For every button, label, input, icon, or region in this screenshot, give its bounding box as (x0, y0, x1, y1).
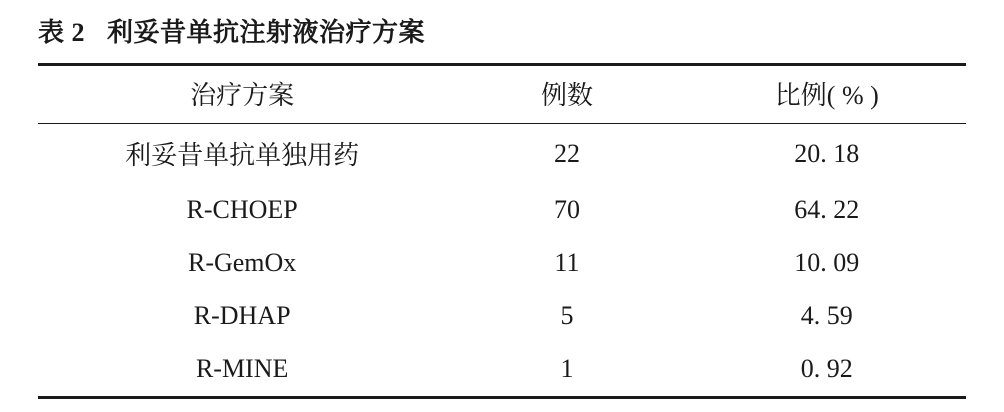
cell-regimen: R-DHAP (193, 301, 291, 330)
table-row (38, 184, 966, 237)
cell-regimen: R-MINE (195, 354, 289, 383)
cell-regimen: R-CHOEP (186, 195, 298, 224)
column-header-regimen: 治疗方案 (190, 81, 295, 110)
cell-cases: 70 (553, 195, 580, 224)
table-row (38, 290, 966, 343)
column-header-cases: 例数 (540, 81, 593, 110)
table-body (38, 124, 966, 398)
table-caption (0, 0, 1004, 49)
cell-percent: 64. 22 (794, 195, 860, 224)
cell-percent: 10. 09 (794, 248, 860, 277)
cell-regimen: R-GemOx (187, 248, 297, 277)
treatment-regimen-table (38, 63, 966, 399)
cell-regimen: 利妥昔单抗单独用药 (125, 141, 360, 170)
cell-cases: 11 (554, 248, 580, 277)
cell-percent: 4. 59 (800, 301, 853, 330)
column-header-percent: 比例( % ) (774, 81, 879, 110)
table-caption-number: 表 2 (38, 18, 86, 47)
table-row (38, 124, 966, 185)
cell-cases: 22 (553, 138, 580, 168)
cell-percent: 0. 92 (800, 354, 853, 383)
table-header (38, 65, 966, 124)
cell-percent: 20. 18 (794, 138, 860, 168)
table-row (38, 343, 966, 398)
table-caption-title: 利妥昔单抗注射液治疗方案 (107, 18, 426, 47)
cell-cases: 1 (560, 354, 574, 383)
table-header-row (38, 65, 966, 124)
table-row (38, 237, 966, 290)
cell-cases: 5 (560, 301, 574, 330)
